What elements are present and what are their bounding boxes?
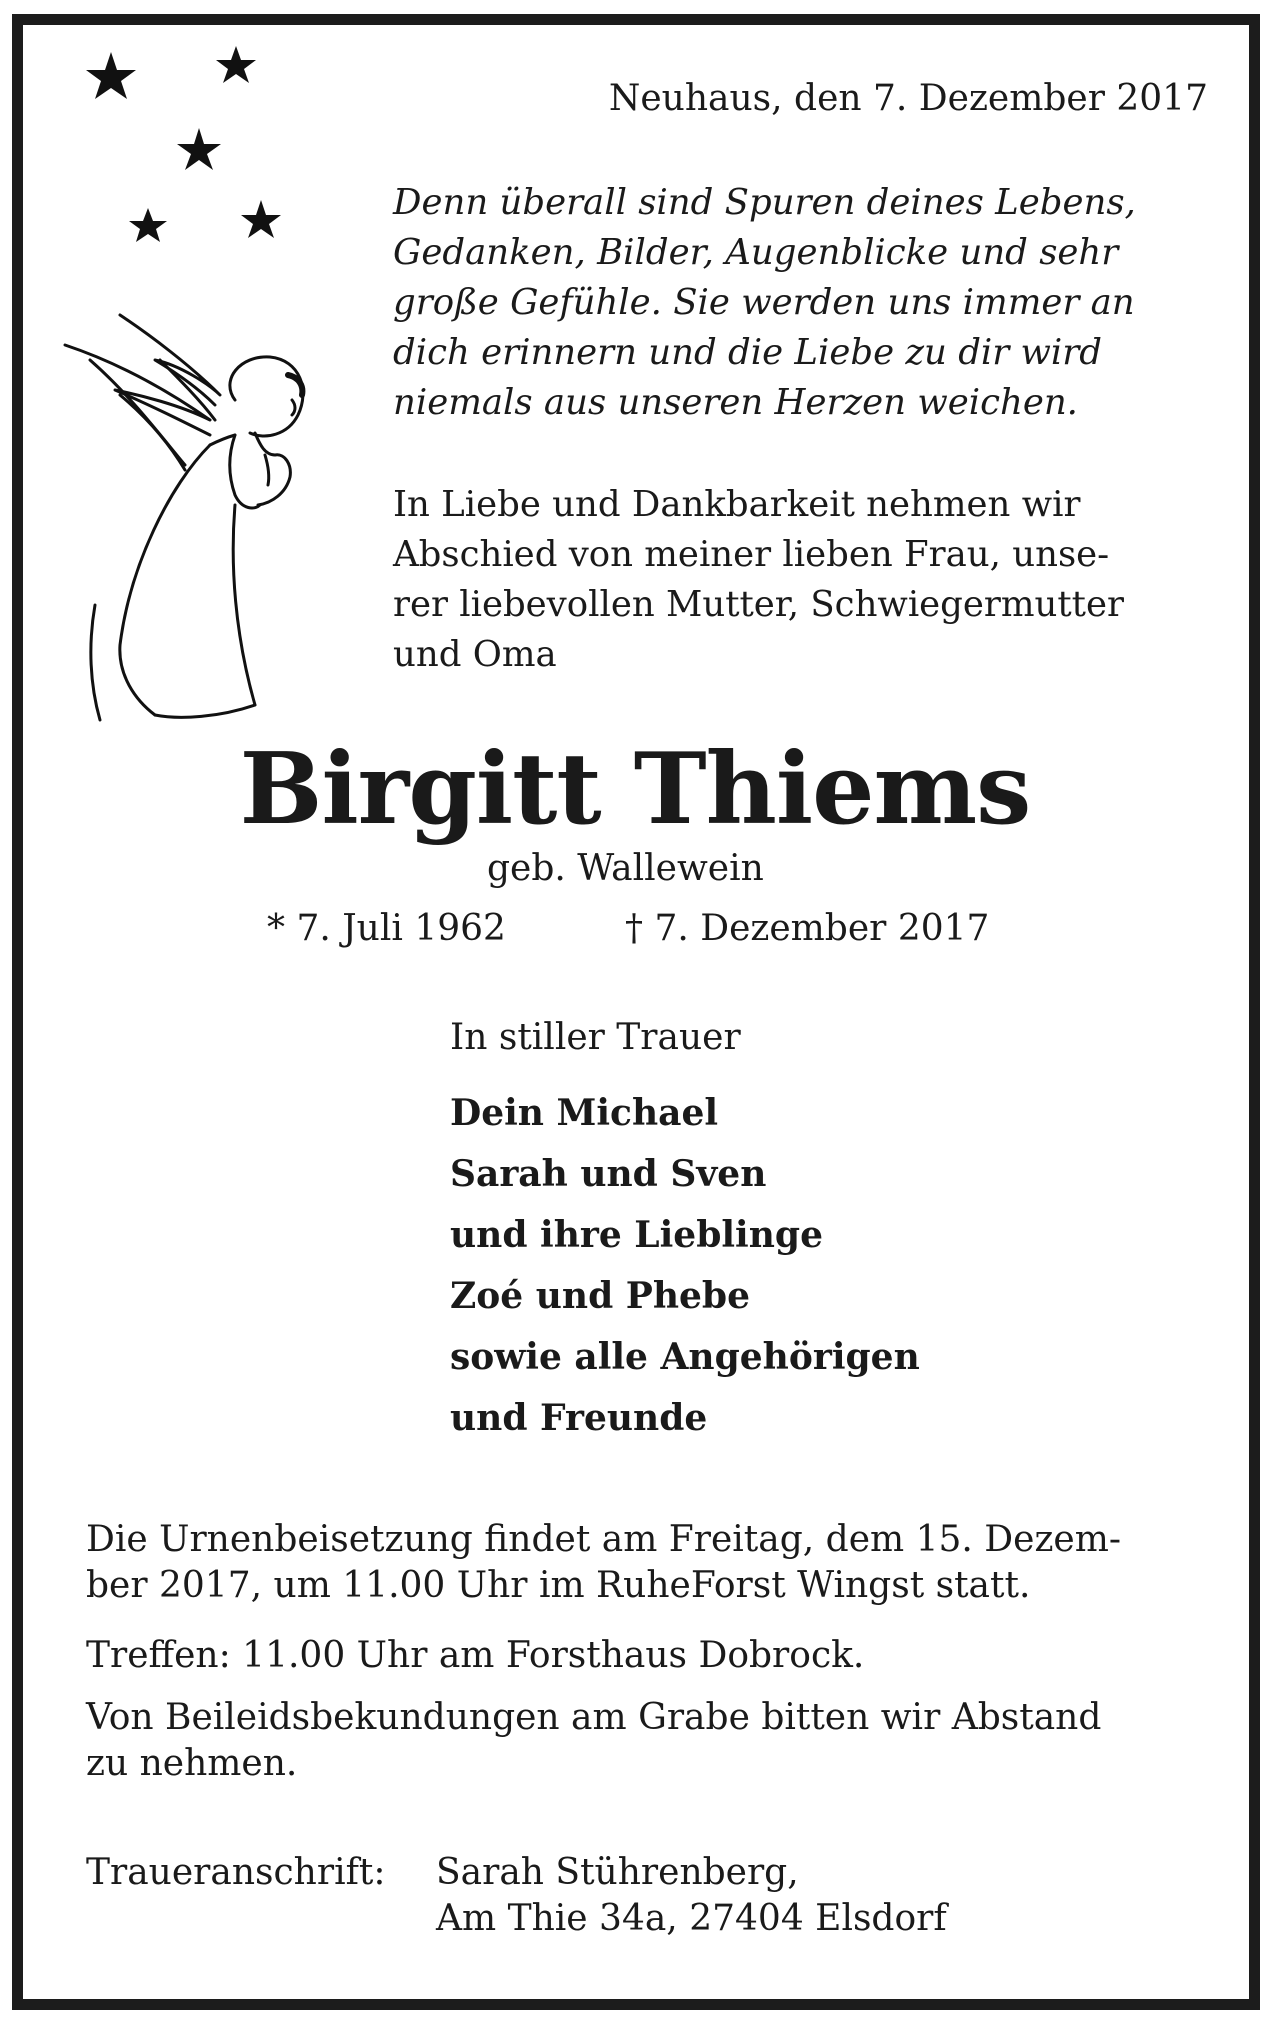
meeting-line: Treffen: 11.00 Uhr am Forsthaus Dobrock. (86, 1635, 865, 1676)
condolence-info (86, 1695, 1206, 1787)
address-label: Traueranschrift: (86, 1852, 386, 1893)
farewell-line: In Liebe und Dankbarkeit nehmen wir (393, 484, 1081, 525)
poem-line: niemals aus unseren Herzen weichen. (393, 382, 1078, 423)
condolence-line: zu nehmen. (86, 1743, 298, 1784)
mourning-intro: In stiller Trauer (450, 1017, 741, 1058)
burial-info (86, 1517, 1206, 1609)
maiden-name: geb. Wallewein (487, 848, 764, 889)
address-line: Am Thie 34a, 27404 Elsdorf (436, 1898, 947, 1939)
stars-decoration (60, 40, 320, 260)
star-icon (177, 128, 221, 170)
address-value (436, 1850, 947, 1942)
mourners-list (450, 1083, 920, 1449)
poem-line: große Gefühle. Sie werden uns immer an (393, 282, 1135, 323)
star-icon (216, 46, 256, 83)
mourner-line: und Freunde (450, 1397, 708, 1439)
deceased-name (0, 730, 1280, 850)
meeting-info (86, 1633, 1206, 1679)
poem-quote (393, 178, 1203, 428)
farewell-line: rer liebevollen Mutter, Schwiegermutter (393, 584, 1124, 625)
farewell-text (393, 480, 1203, 680)
poem-line: Denn überall sind Spuren deines Lebens, (393, 182, 1136, 223)
place-date: Neuhaus, den 7. Dezember 2017 (608, 78, 1208, 119)
farewell-line: und Oma (393, 634, 557, 675)
mourner-line: Sarah und Sven (450, 1153, 767, 1195)
burial-line: Die Urnenbeisetzung findet am Freitag, dem 15. Dezem- (86, 1519, 1122, 1560)
death-date: † 7. Dezember 2017 (625, 908, 990, 949)
poem-line: dich erinnern und die Liebe zu dir wird (393, 332, 1102, 373)
star-icon (86, 52, 136, 99)
address-line: Sarah Stührenberg, (436, 1852, 799, 1893)
farewell-line: Abschied von meiner lieben Frau, unse- (393, 534, 1110, 575)
deceased-name-text: Birgitt Thiems (239, 732, 1031, 847)
birth-date: * 7. Juli 1962 (267, 908, 506, 949)
mourner-line: und ihre Lieblinge (450, 1214, 823, 1256)
burial-line: ber 2017, um 11.00 Uhr im RuheForst Wingst statt. (86, 1565, 1031, 1606)
mourner-line: sowie alle Angehörigen (450, 1336, 920, 1378)
mourner-line: Zoé und Phebe (450, 1275, 751, 1317)
poem-line: Gedanken, Bilder, Augenblicke und sehr (393, 232, 1119, 273)
star-icon (241, 200, 281, 238)
life-dates (267, 908, 990, 949)
angel-illustration (60, 305, 330, 725)
star-icon (129, 208, 167, 242)
mourner-line: Dein Michael (450, 1092, 719, 1134)
condolence-line: Von Beileidsbekundungen am Grabe bitten wir Abstand (86, 1697, 1102, 1738)
